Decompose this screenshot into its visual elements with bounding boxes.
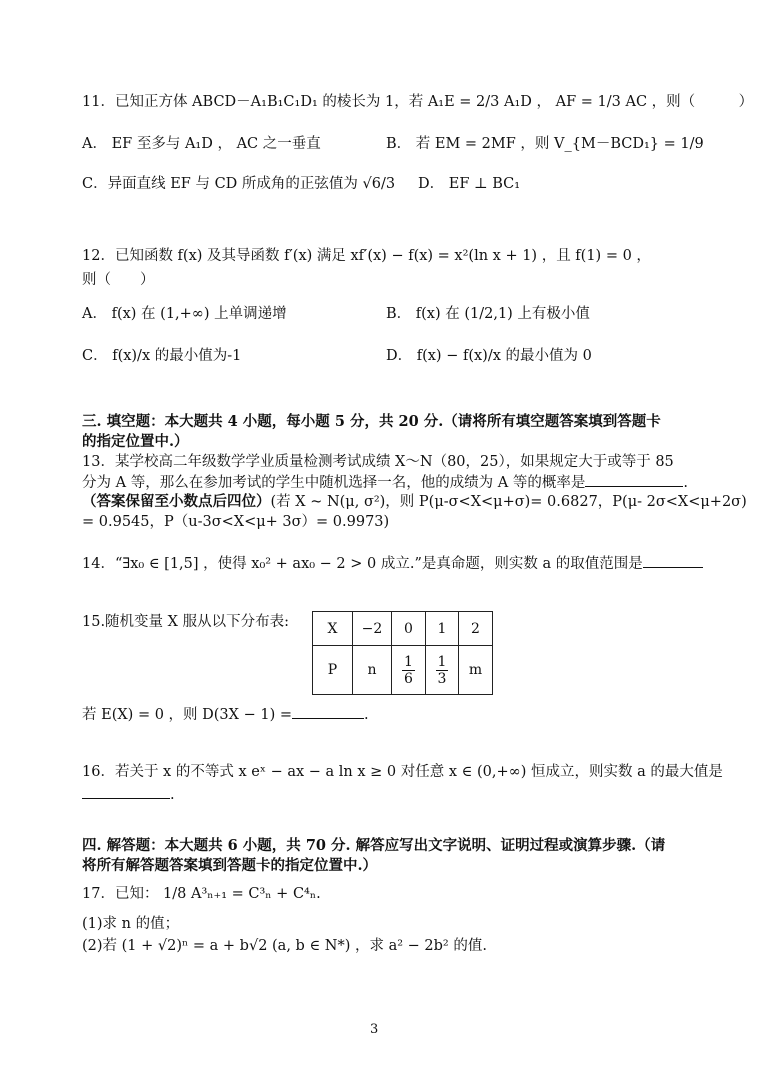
q11-stem: 11．已知正方体 ABCD－A₁B₁C₁D₁ 的棱长为 1，若 A₁E = 2/3 A₁D ， AF = 1/3 AC ，则（ ） bbox=[82, 94, 754, 110]
q17-part-2: (2)若 (1 + √2)ⁿ = a + b√2 (a, b ∈ N*) ，求 a² − 2b² 的值. bbox=[82, 938, 487, 954]
q15-line-2 bbox=[82, 704, 369, 725]
q15-line-2-end: . bbox=[363, 707, 369, 723]
table-header-cell: −2 bbox=[353, 612, 392, 646]
fraction-numerator: 1 bbox=[404, 653, 413, 670]
q12-stem-2: 则（ ） bbox=[82, 272, 155, 288]
table-header-cell: 1 bbox=[426, 612, 459, 646]
table-row bbox=[313, 646, 493, 695]
q12-option-a: A． f(x) 在 (1,+∞) 上单调递增 bbox=[82, 306, 287, 322]
q14-answer-blank[interactable] bbox=[643, 553, 703, 568]
section3-heading: 三. 填空题：本大题共 4 小题，每小题 5 分，共 20 分.（请将所有填空题答案填到答题卡 bbox=[82, 413, 661, 430]
page-number: 3 bbox=[370, 1022, 379, 1037]
q13-line-2-text: 分为 A 等，那么在参加考试的学生中随机选择一名，他的成绩为 A 等的概率是 bbox=[82, 475, 586, 491]
q13-line-4: = 0.9545，P（u-3σ<X<μ+ 3σ）= 0.9973) bbox=[82, 514, 390, 530]
q14-text: 14．“∃x₀ ∈ [1,5] ，使得 x₀² + ax₀ − 2 > 0 成立.”是真命题，则实数 a 的取值范围是 bbox=[82, 556, 643, 572]
table-cell-fraction bbox=[392, 646, 426, 695]
q16-line-2-end: . bbox=[170, 787, 175, 803]
q15-text: 15.随机变量 X 服从以下分布表: bbox=[82, 614, 289, 630]
q17-stem: 17．已知： 1/8 A³ₙ₊₁ = C³ₙ + C⁴ₙ. bbox=[82, 886, 321, 902]
q15-answer-blank[interactable] bbox=[292, 704, 364, 719]
table-header-cell: 0 bbox=[392, 612, 426, 646]
q13-line-3-text: (若 X ~ N(μ, σ²)，则 P(μ-σ<X<μ+σ)= 0.6827，P(μ- 2σ<X<μ+2σ) bbox=[270, 494, 747, 510]
q16-line-1: 16．若关于 x 的不等式 x eˣ − ax − a ln x ≥ 0 对任意 x ∈ (0,+∞) 恒成立，则实数 a 的最大值是 bbox=[82, 764, 723, 780]
q11-option-b: B． 若 EM = 2MF ，则 V_{M－BCD₁} = 1/9 bbox=[386, 136, 704, 152]
q11-option-a: A． EF 至多与 A₁D ， AC 之一垂直 bbox=[82, 136, 321, 152]
q13-line-2-end: . bbox=[683, 475, 688, 491]
table-cell: m bbox=[459, 646, 493, 695]
section4-heading-2: 将所有解答题答案填到答题卡的指定位置中.） bbox=[82, 857, 378, 874]
distribution-table bbox=[312, 611, 493, 695]
fraction-denominator: 3 bbox=[437, 670, 447, 687]
q12-option-b: B． f(x) 在 (1/2,1) 上有极小值 bbox=[386, 306, 590, 322]
table-header-cell: 2 bbox=[459, 612, 493, 646]
fraction-numerator: 1 bbox=[437, 653, 447, 670]
q11-option-d: D． EF ⊥ BC₁ bbox=[418, 176, 521, 192]
q12-option-c: C． f(x)/x 的最小值为-1 bbox=[82, 348, 242, 364]
q16-line-2 bbox=[82, 784, 175, 805]
section3-heading-2: 的指定位置中.） bbox=[82, 433, 189, 450]
q13-line-2 bbox=[82, 472, 688, 493]
q13-line-1: 13．某学校高二年级数学学业质量检测考试成绩 X～N（80，25），如果规定大于或等于 85 bbox=[82, 454, 674, 470]
table-cell-fraction bbox=[426, 646, 459, 695]
q13-answer-blank[interactable] bbox=[585, 472, 683, 487]
fraction bbox=[436, 654, 449, 687]
section4-heading: 四. 解答题：本大题共 6 小题，共 70 分. 解答应写出文字说明、证明过程或演算步骤.（请 bbox=[82, 837, 666, 854]
q13-line-3 bbox=[82, 492, 747, 512]
table-header-cell: X bbox=[313, 612, 353, 646]
fraction-denominator: 6 bbox=[404, 670, 413, 687]
q16-answer-blank[interactable] bbox=[82, 784, 170, 799]
table-cell: n bbox=[353, 646, 392, 695]
q12-stem: 12．已知函数 f(x) 及其导函数 f′(x) 满足 xf′(x) − f(x) = x²(ln x + 1) ，且 f(1) = 0 ， bbox=[82, 248, 651, 264]
q11-option-c: C．异面直线 EF 与 CD 所成角的正弦值为 √6/3 bbox=[82, 176, 396, 192]
q13-precision-note: （答案保留至小数点后四位） bbox=[82, 493, 271, 510]
q14-line bbox=[82, 553, 703, 574]
q15-line-2-text: 若 E(X) = 0 ，则 D(3X − 1) = bbox=[82, 707, 292, 723]
table-row-label: P bbox=[313, 646, 353, 695]
fraction bbox=[402, 654, 415, 687]
q17-part-1: (1)求 n 的值； bbox=[82, 916, 180, 932]
table-row bbox=[313, 612, 493, 646]
q12-option-d: D． f(x) − f(x)/x 的最小值为 0 bbox=[386, 348, 592, 364]
